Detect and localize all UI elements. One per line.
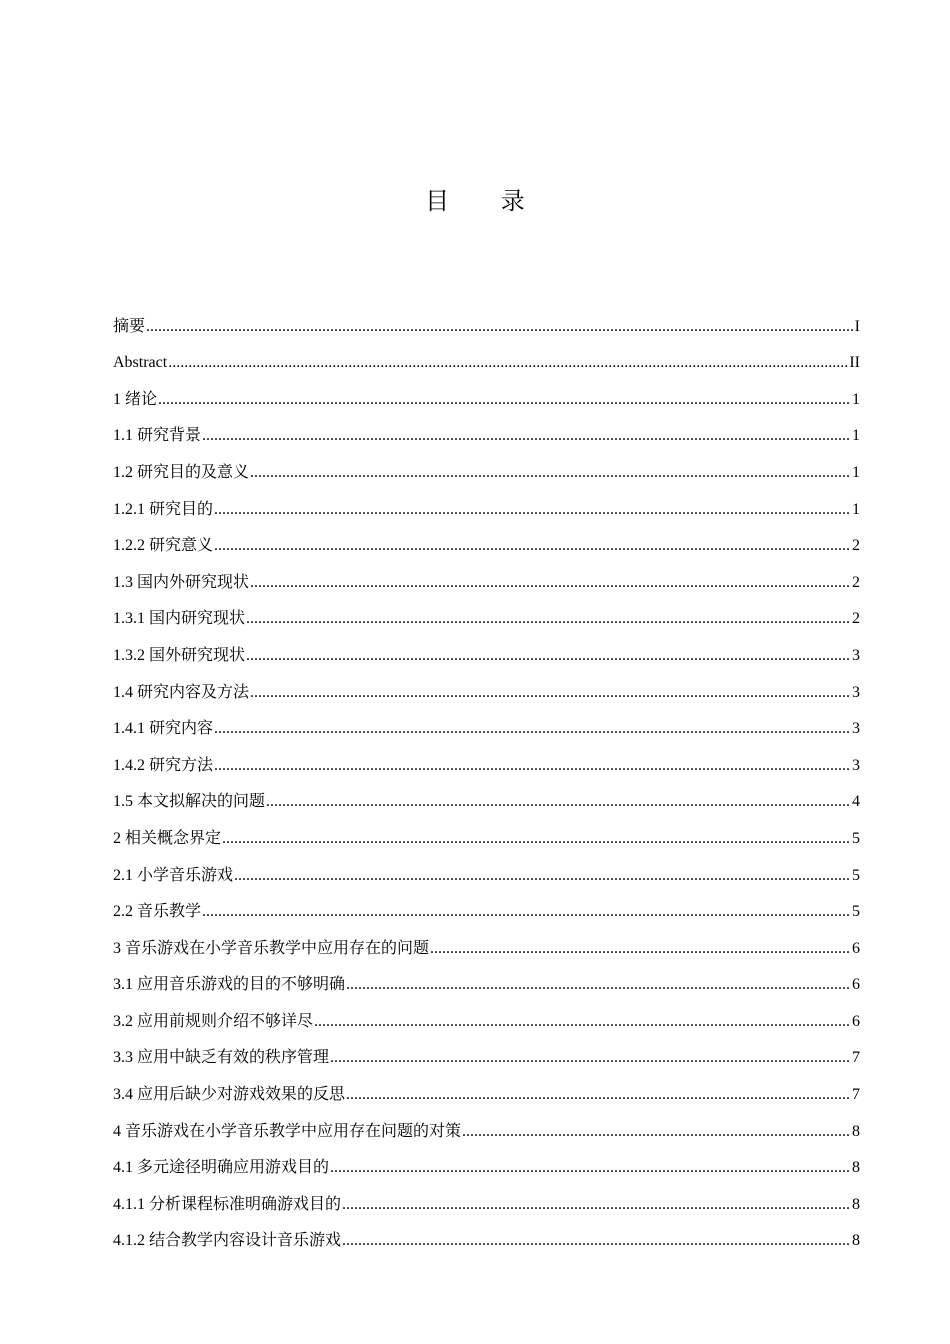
toc-entry-label: 2 相关概念界定 xyxy=(113,829,222,847)
toc-dot-leader xyxy=(158,390,851,410)
toc-dot-leader xyxy=(214,536,851,556)
toc-entry-page-number: II xyxy=(849,354,860,372)
toc-list xyxy=(113,300,860,1251)
toc-entry-page-number: 1 xyxy=(852,463,860,481)
toc-entry-label: 1 绪论 xyxy=(113,390,158,408)
toc-entry-page-number: 3 xyxy=(852,683,860,701)
toc-title: 目 录 xyxy=(425,187,547,215)
toc-dot-leader xyxy=(250,573,851,593)
toc-entry-label: 3.2 应用前规则介绍不够详尽 xyxy=(113,1012,314,1030)
toc-dot-leader xyxy=(222,829,851,849)
toc-entry-label: 4.1.2 结合教学内容设计音乐游戏 xyxy=(113,1232,342,1250)
toc-entry[interactable] xyxy=(113,1068,860,1105)
toc-entry-label: 3.1 应用音乐游戏的目的不够明确 xyxy=(113,976,346,994)
toc-entry-page-number: 1 xyxy=(852,500,860,518)
toc-entry[interactable] xyxy=(113,776,860,813)
toc-dot-leader xyxy=(214,756,851,776)
toc-entry-page-number: 3 xyxy=(852,720,860,738)
toc-entry-page-number: 1 xyxy=(852,390,860,408)
toc-entry-page-number: 3 xyxy=(852,756,860,774)
toc-entry-page-number: 2 xyxy=(852,573,860,591)
toc-entry[interactable] xyxy=(113,410,860,447)
toc-entry-label: 4.1 多元途径明确应用游戏目的 xyxy=(113,1159,330,1177)
toc-entry[interactable] xyxy=(113,812,860,849)
toc-dot-leader xyxy=(250,683,851,703)
toc-dot-leader xyxy=(168,353,848,373)
toc-dot-leader xyxy=(214,719,851,739)
toc-entry[interactable] xyxy=(113,593,860,630)
toc-dot-leader xyxy=(234,866,851,886)
toc-dot-leader xyxy=(214,500,851,520)
toc-entry-page-number: 3 xyxy=(852,646,860,664)
toc-entry-label: 1.5 本文拟解决的问题 xyxy=(113,793,266,811)
toc-entry-label: 2.2 音乐教学 xyxy=(113,903,202,921)
toc-entry-page-number: 2 xyxy=(852,537,860,555)
toc-entry-label: 1.3.2 国外研究现状 xyxy=(113,646,246,664)
toc-entry-label: 1.4.1 研究内容 xyxy=(113,720,214,738)
toc-dot-leader xyxy=(246,609,851,629)
toc-dot-leader xyxy=(346,975,851,995)
toc-entry[interactable] xyxy=(113,849,860,886)
toc-entry-page-number: 8 xyxy=(852,1232,860,1250)
toc-entry-page-number: 4 xyxy=(852,793,860,811)
toc-entry-label: 3 音乐游戏在小学音乐教学中应用存在的问题 xyxy=(113,939,430,957)
toc-entry-label: 2.1 小学音乐游戏 xyxy=(113,866,234,884)
toc-entry[interactable] xyxy=(113,483,860,520)
toc-entry-page-number: 6 xyxy=(852,1012,860,1030)
toc-dot-leader xyxy=(246,646,851,666)
toc-entry-label: Abstract xyxy=(113,354,168,372)
toc-dot-leader xyxy=(202,426,851,446)
toc-dot-leader xyxy=(330,1158,851,1178)
toc-entry[interactable] xyxy=(113,959,860,996)
toc-entry[interactable] xyxy=(113,1142,860,1179)
toc-entry[interactable] xyxy=(113,886,860,923)
toc-entry[interactable] xyxy=(113,703,860,740)
toc-entry-label: 1.3 国内外研究现状 xyxy=(113,573,250,591)
toc-entry-page-number: 5 xyxy=(852,903,860,921)
toc-entry[interactable] xyxy=(113,556,860,593)
toc-dot-leader xyxy=(342,1231,851,1251)
toc-dot-leader xyxy=(146,317,854,337)
toc-entry-label: 3.3 应用中缺乏有效的秩序管理 xyxy=(113,1049,330,1067)
toc-dot-leader xyxy=(462,1122,851,1142)
toc-entry[interactable] xyxy=(113,373,860,410)
toc-entry-label: 4.1.1 分析课程标准明确游戏目的 xyxy=(113,1195,342,1213)
toc-entry-label: 摘要 xyxy=(113,317,146,335)
toc-entry-page-number: 7 xyxy=(852,1049,860,1067)
toc-entry-label: 1.2.2 研究意义 xyxy=(113,537,214,555)
toc-dot-leader xyxy=(314,1012,851,1032)
toc-dot-leader xyxy=(202,902,851,922)
toc-dot-leader xyxy=(342,1195,851,1215)
toc-entry[interactable] xyxy=(113,1178,860,1215)
toc-entry[interactable] xyxy=(113,1215,860,1252)
toc-entry[interactable] xyxy=(113,337,860,374)
toc-entry[interactable] xyxy=(113,666,860,703)
toc-entry-label: 1.4 研究内容及方法 xyxy=(113,683,250,701)
toc-entry-label: 1.3.1 国内研究现状 xyxy=(113,610,246,628)
toc-entry-label: 1.2.1 研究目的 xyxy=(113,500,214,518)
toc-entry-page-number: 6 xyxy=(852,939,860,957)
toc-entry-page-number: 1 xyxy=(852,427,860,445)
toc-entry[interactable] xyxy=(113,739,860,776)
toc-entry-page-number: 7 xyxy=(852,1086,860,1104)
toc-entry[interactable] xyxy=(113,629,860,666)
toc-entry-page-number: I xyxy=(854,317,860,335)
toc-entry[interactable] xyxy=(113,1105,860,1142)
toc-dot-leader xyxy=(346,1085,851,1105)
toc-dot-leader xyxy=(430,939,851,959)
toc-entry-label: 1.2 研究目的及意义 xyxy=(113,463,250,481)
toc-entry-page-number: 8 xyxy=(852,1159,860,1177)
toc-entry-label: 1.4.2 研究方法 xyxy=(113,756,214,774)
toc-entry[interactable] xyxy=(113,922,860,959)
toc-entry[interactable] xyxy=(113,1032,860,1069)
toc-entry-label: 1.1 研究背景 xyxy=(113,427,202,445)
toc-entry-page-number: 5 xyxy=(852,866,860,884)
toc-entry[interactable] xyxy=(113,446,860,483)
toc-entry-page-number: 5 xyxy=(852,829,860,847)
toc-entry[interactable] xyxy=(113,520,860,557)
toc-dot-leader xyxy=(330,1048,851,1068)
toc-entry-page-number: 2 xyxy=(852,610,860,628)
toc-entry-label: 4 音乐游戏在小学音乐教学中应用存在问题的对策 xyxy=(113,1122,462,1140)
toc-entry[interactable] xyxy=(113,300,860,337)
toc-entry-page-number: 6 xyxy=(852,976,860,994)
toc-dot-leader xyxy=(250,463,851,483)
toc-entry-page-number: 8 xyxy=(852,1122,860,1140)
toc-entry-label: 3.4 应用后缺少对游戏效果的反思 xyxy=(113,1086,346,1104)
toc-dot-leader xyxy=(266,792,851,812)
toc-entry-page-number: 8 xyxy=(852,1195,860,1213)
toc-entry[interactable] xyxy=(113,995,860,1032)
